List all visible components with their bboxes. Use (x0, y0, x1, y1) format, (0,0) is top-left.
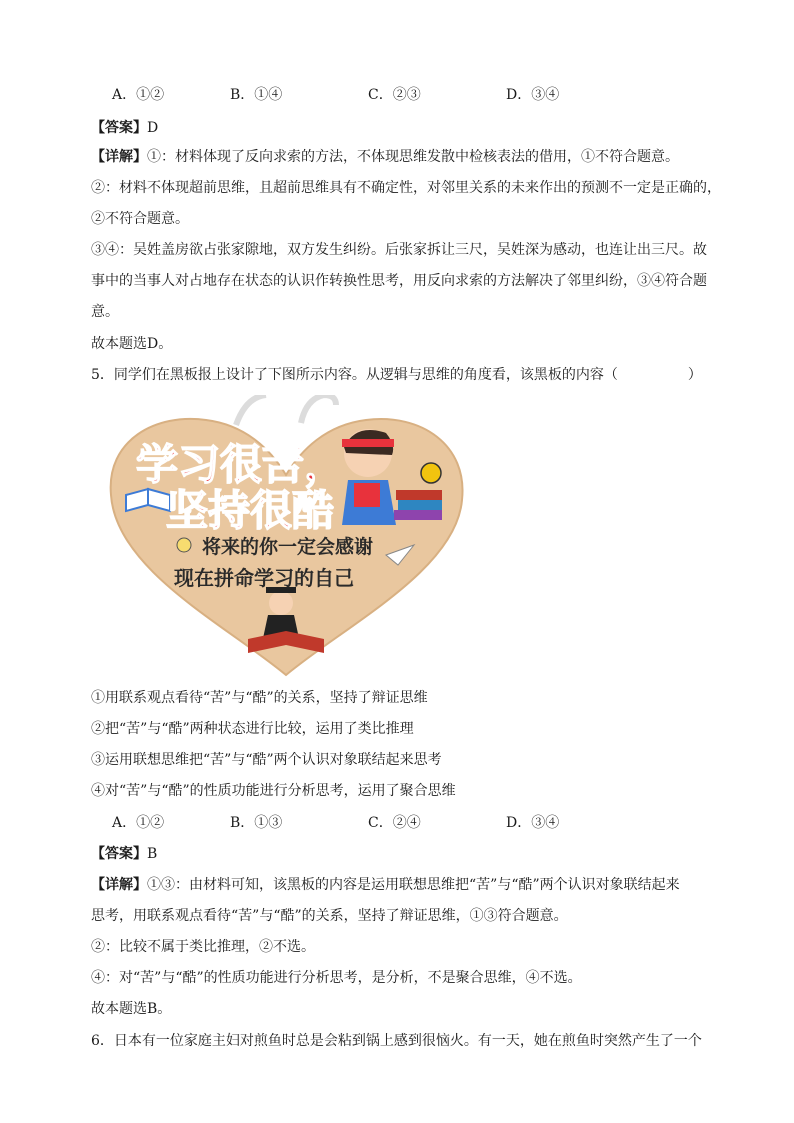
board-line-1: 学习很苦， (136, 441, 347, 488)
q4-detail-line: 事中的当事人对占地存在状态的认识作转换性思考，用反向求索的方法解决了邻里纠纷，③④符合题 (91, 273, 707, 289)
option-a: A．①② (112, 87, 165, 103)
detail-tag: 【详解】 (91, 877, 147, 893)
detail-text: ①③：由材料可知，该黑板的内容是运用联想思维把“苦”与“酷”两个认识对象联结起来 (147, 877, 680, 893)
q4-detail-line: ②不符合题意。 (91, 211, 189, 227)
q5-item: ①用联系观点看待“苦”与“酷”的关系，坚持了辩证思维 (91, 690, 428, 706)
q4-detail-line: ②：材料不体现超前思维，且超前思维具有不确定性，对邻里关系的未来作出的预测不一定是正确的， (91, 180, 721, 196)
hanging-string (236, 395, 266, 425)
q5-detail-line (91, 874, 680, 894)
option-b: B．①④ (230, 87, 283, 103)
q5-item: ④对“苦”与“酷”的性质功能进行分析思考，运用了聚合思维 (91, 783, 456, 799)
detail-tag: 【详解】 (91, 149, 147, 165)
answer-value: B (147, 846, 158, 862)
q5-item: ②把“苦”与“酷”两种状态进行比较，运用了类比推理 (91, 721, 414, 737)
hanging-string (301, 395, 336, 423)
q4-answer (91, 117, 158, 137)
q4-detail-line: ③④：吴姓盖房欲占张家隙地，双方发生纠纷。后张家拆让三尺，吴姓深为感动，也连让出三尺。故 (91, 242, 707, 258)
option-a: A．①② (112, 815, 165, 831)
board-line-2: 坚持很酷 (166, 487, 335, 534)
answer-tag: 【答案】 (91, 120, 147, 136)
option-b: B．①③ (230, 815, 283, 831)
answer-value: D (147, 120, 159, 136)
q5-detail-line: ④：对“苦”与“酷”的性质功能进行分析思考，是分析，不是聚合思维，④不选。 (91, 970, 582, 986)
q5-detail-line: ②：比较不属于类比推理，②不选。 (91, 939, 315, 955)
lightbulb-icon (177, 538, 191, 552)
q4-detail-line: 意。 (91, 304, 119, 320)
q5-stem: 5．同学们在黑板报上设计了下图所示内容。从逻辑与思维的角度看，该黑板的内容（ ） (91, 367, 702, 383)
option-d: D．③④ (506, 815, 560, 831)
q4-detail-line (91, 146, 679, 166)
q5-conclusion: 故本题选B。 (91, 1001, 172, 1017)
option-d: D．③④ (506, 87, 560, 103)
answer-tag: 【答案】 (91, 846, 147, 862)
q5-detail-line: 思考，用联系观点看待“苦”与“酷”的关系，坚持了辩证思维，①③符合题意。 (91, 908, 568, 924)
option-c: C．②③ (368, 87, 421, 103)
q5-answer (91, 843, 157, 863)
board-line-4: 现在拼命学习的自己 (174, 568, 354, 590)
q4-conclusion: 故本题选D。 (91, 336, 173, 352)
option-c: C．②④ (368, 815, 421, 831)
detail-text: ①：材料体现了反向求索的方法，不体现思维发散中检核表法的借用，①不符合题意。 (147, 149, 679, 165)
heart-board-illustration (96, 395, 476, 677)
board-line-3: 将来的你一定会感谢 (202, 537, 374, 558)
q6-stem: 6．日本有一位家庭主妇对煎鱼时总是会粘到锅上感到很恼火。有一天，她在煎鱼时突然产生了一个 (91, 1033, 702, 1049)
q5-item: ③运用联想思维把“苦”与“酷”两个认识对象联结起来思考 (91, 752, 442, 768)
